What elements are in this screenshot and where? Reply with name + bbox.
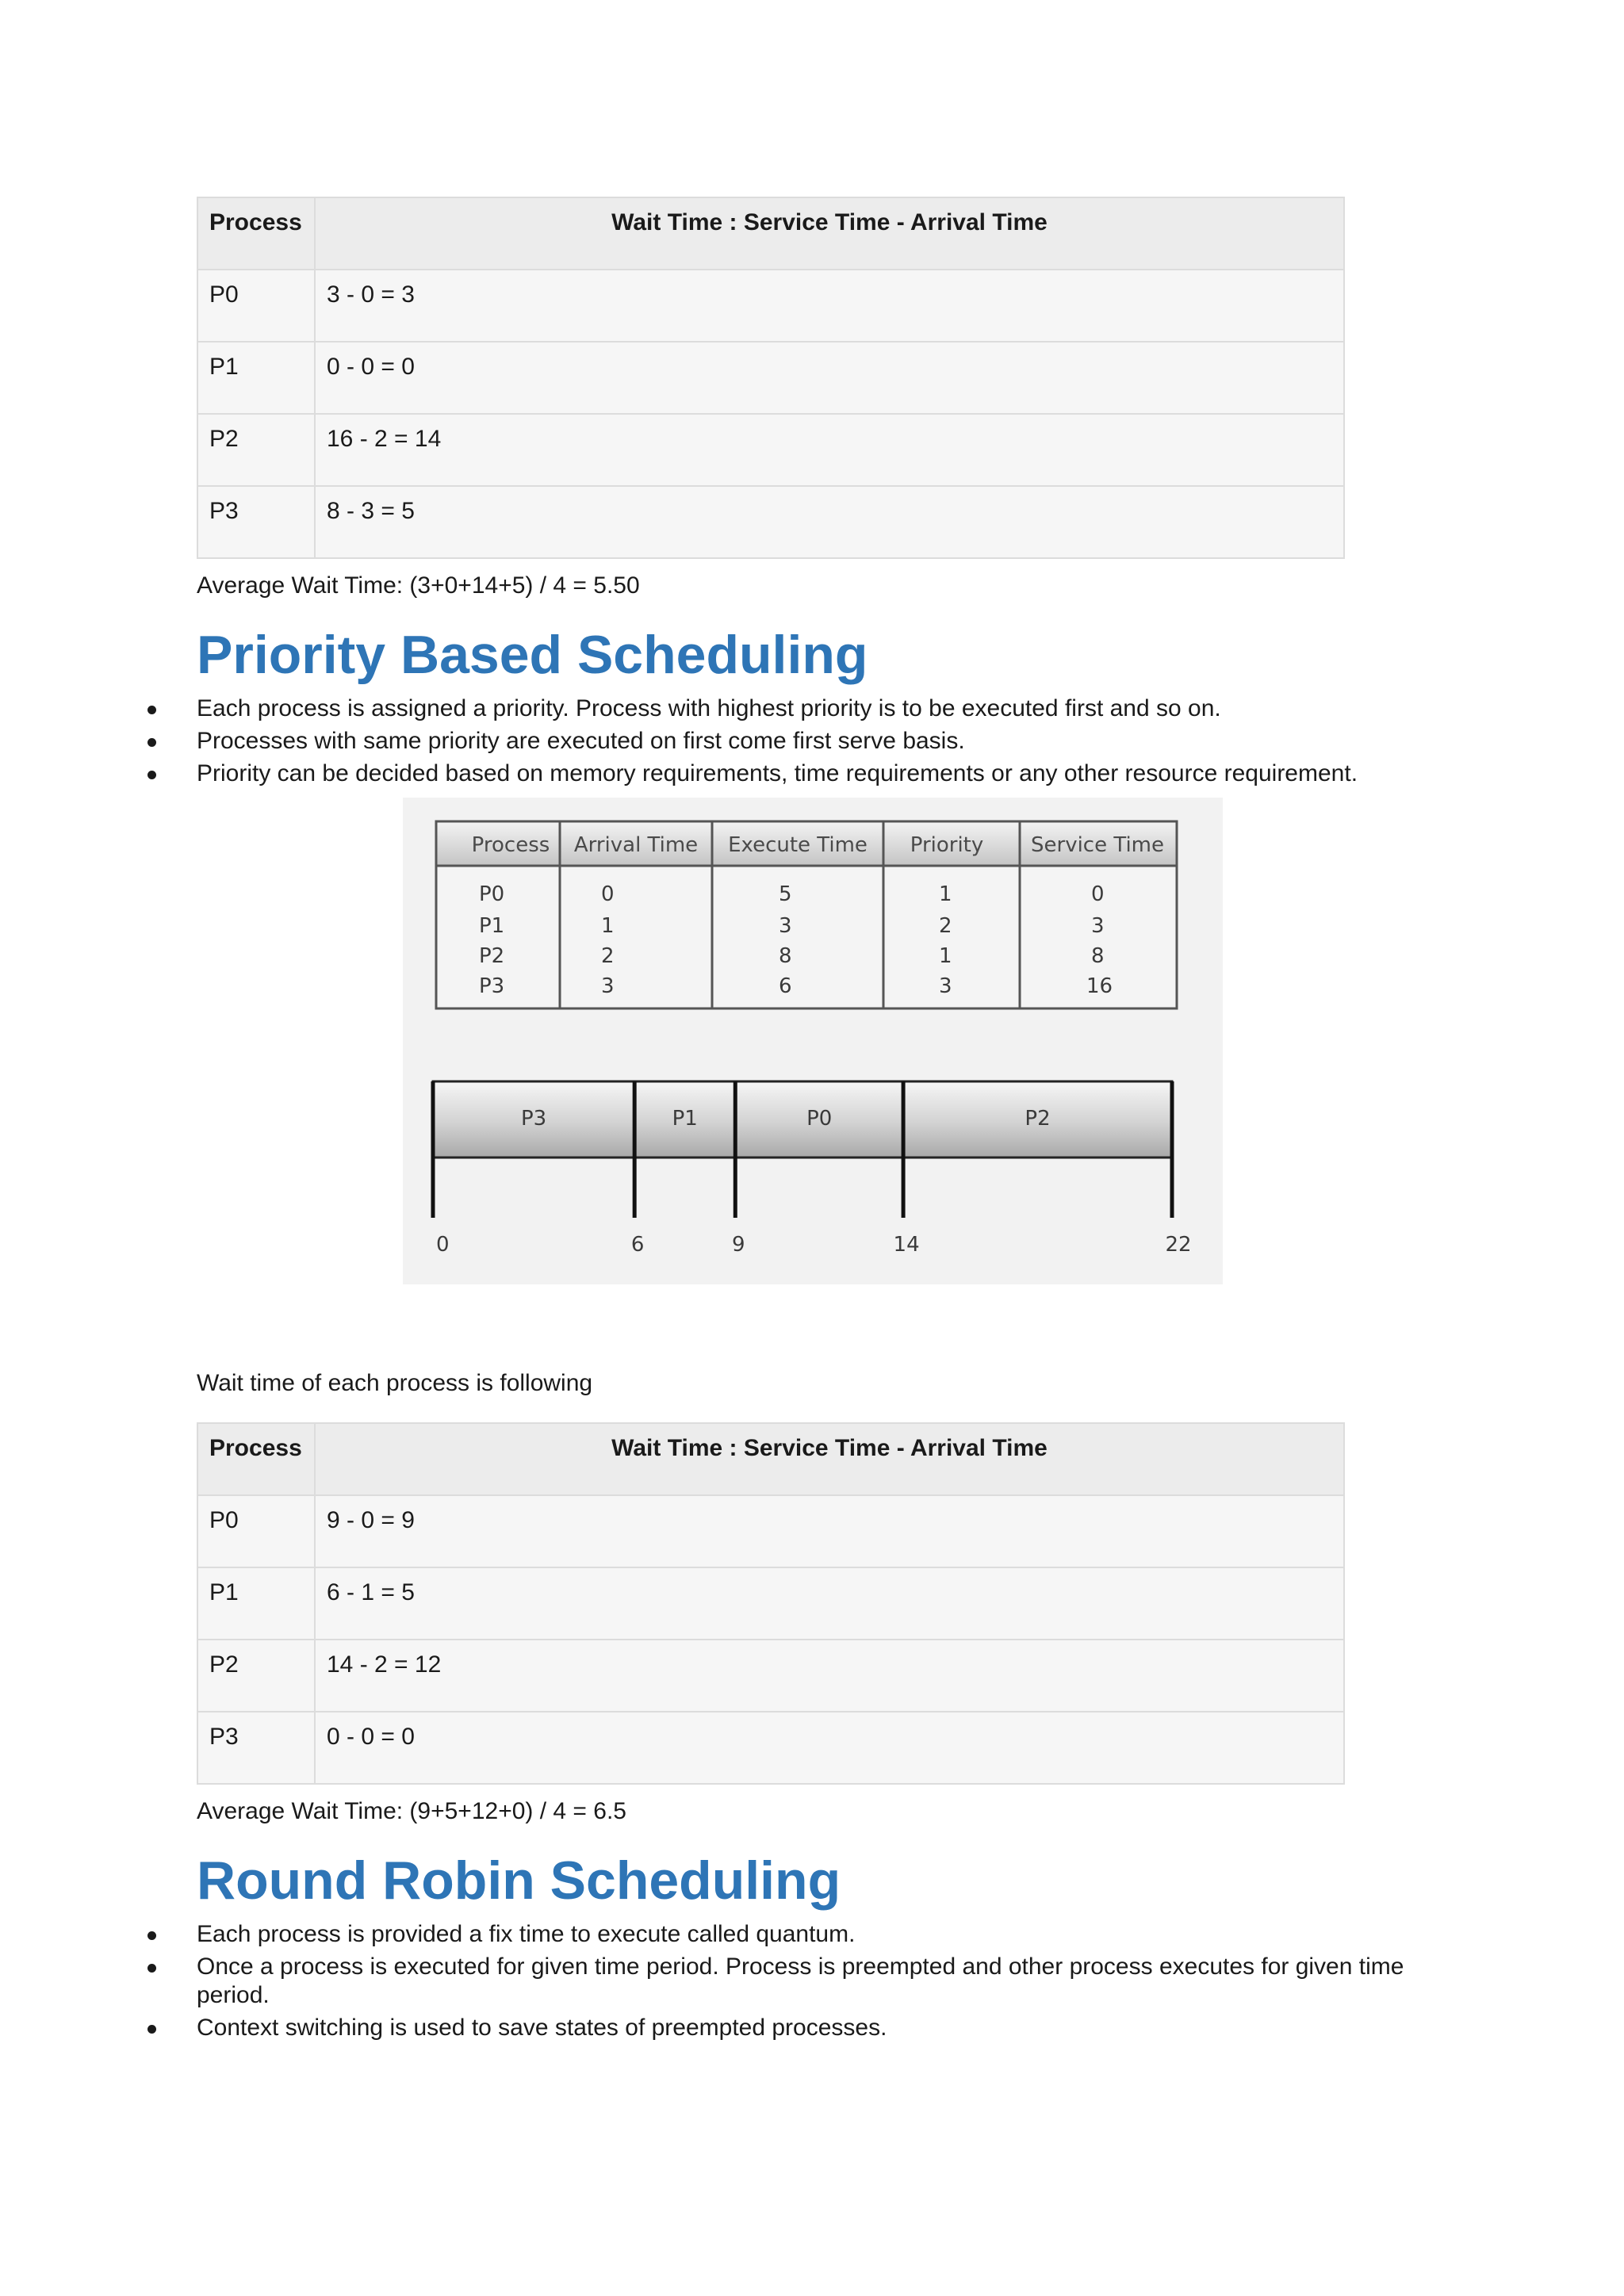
priority-scheduling-figure [403,798,1223,1284]
cell-process: P3 [197,486,315,558]
header-process: Process [197,1423,315,1495]
cell-execute: 3 [779,914,792,938]
table-row [197,1495,1344,1567]
gantt-segment-label: P1 [672,1107,698,1131]
heading-priority-scheduling: Priority Based Scheduling [197,625,868,685]
cell-wait-time: 14 - 2 = 12 [315,1640,1344,1712]
table-row [197,270,1344,342]
cell-arrival: 0 [601,882,615,906]
cell-priority: 1 [939,882,952,906]
cell-priority: 3 [939,974,952,998]
table-row [197,1567,1344,1640]
table-row [197,1640,1344,1712]
table-row [197,342,1344,414]
average-wait-time-priority: Average Wait Time: (9+5+12+0) / 4 = 6.5 [197,1798,626,1824]
cell-wait-time: 6 - 1 = 5 [315,1567,1344,1640]
cell-process: P1 [197,342,315,414]
cell-process: P2 [479,944,505,968]
list-item: Each process is assigned a priority. Process with highest priority is to be executed first and so on. [0,695,1450,723]
cell-execute: 5 [779,882,792,906]
gantt-tick-label: 14 [893,1233,920,1257]
gantt-tick-label: 22 [1165,1233,1192,1257]
col-header-priority: Priority [910,833,984,857]
cell-service: 0 [1091,882,1105,906]
col-header-arrival-time: Arrival Time [573,833,699,857]
cell-arrival: 2 [601,944,615,968]
table-row [197,486,1344,558]
cell-wait-time: 8 - 3 = 5 [315,486,1344,558]
col-header-process: Process [471,833,550,857]
cell-execute: 8 [779,944,792,968]
header-wait-time: Wait Time : Service Time - Arrival Time [315,197,1344,270]
list-item: Priority can be decided based on memory requirements, time requirements or any other resource requirement. [0,760,1450,788]
gantt-tick-label: 0 [436,1233,450,1257]
table-header-row [197,197,1344,270]
process-table-body-bg [436,866,1177,1008]
cell-process: P2 [197,1640,315,1712]
cell-wait-time: 9 - 0 = 9 [315,1495,1344,1567]
gantt-tick-label: 6 [630,1233,645,1257]
table-row [197,414,1344,486]
process-table [436,821,1177,1008]
gantt-segment-label: P0 [806,1107,833,1131]
list-item: Once a process is executed for given time period. Process is preempted and other process executes for given time period. [0,1953,1450,2010]
wait-time-table-priority [197,1422,1345,1785]
cell-process: P2 [197,414,315,486]
heading-round-robin-scheduling: Round Robin Scheduling [197,1850,841,1911]
round-robin-bullet-list [0,1920,1450,2046]
header-process: Process [197,197,315,270]
cell-arrival: 1 [601,914,615,938]
cell-wait-time: 16 - 2 = 14 [315,414,1344,486]
cell-wait-time: 0 - 0 = 0 [315,342,1344,414]
cell-process: P0 [197,1495,315,1567]
list-item: Processes with same priority are executed on first come first serve basis. [0,727,1450,756]
cell-execute: 6 [779,974,792,998]
cell-process: P3 [197,1712,315,1784]
list-item: Context switching is used to save states of preempted processes. [0,2014,1450,2042]
cell-service: 3 [1091,914,1105,938]
cell-priority: 2 [939,914,952,938]
cell-process: P0 [479,882,505,906]
table-header-row [197,1423,1344,1495]
cell-process: P0 [197,270,315,342]
cell-wait-time: 3 - 0 = 3 [315,270,1344,342]
cell-process: P1 [197,1567,315,1640]
gantt-tick-label: 9 [731,1233,745,1257]
col-header-execute-time: Execute Time [728,833,868,857]
cell-service: 8 [1091,944,1105,968]
priority-bullet-list [0,695,1450,792]
gantt-segment-label: P2 [1025,1107,1051,1131]
wait-time-table-fcfs [197,197,1345,559]
header-wait-time: Wait Time : Service Time - Arrival Time [315,1423,1344,1495]
average-wait-time-fcfs: Average Wait Time: (3+0+14+5) / 4 = 5.50 [197,572,640,599]
cell-process: P1 [479,914,505,938]
cell-wait-time: 0 - 0 = 0 [315,1712,1344,1784]
cell-priority: 1 [939,944,952,968]
wait-time-intro: Wait time of each process is following [197,1370,593,1396]
gantt-chart [433,1081,1192,1257]
cell-arrival: 3 [601,974,615,998]
cell-service: 16 [1086,974,1113,998]
gantt-segment-label: P3 [520,1107,547,1131]
col-header-service-time: Service Time [1031,833,1164,857]
list-item: Each process is provided a fix time to execute called quantum. [0,1920,1450,1949]
cell-process: P3 [479,974,505,998]
table-row [197,1712,1344,1784]
